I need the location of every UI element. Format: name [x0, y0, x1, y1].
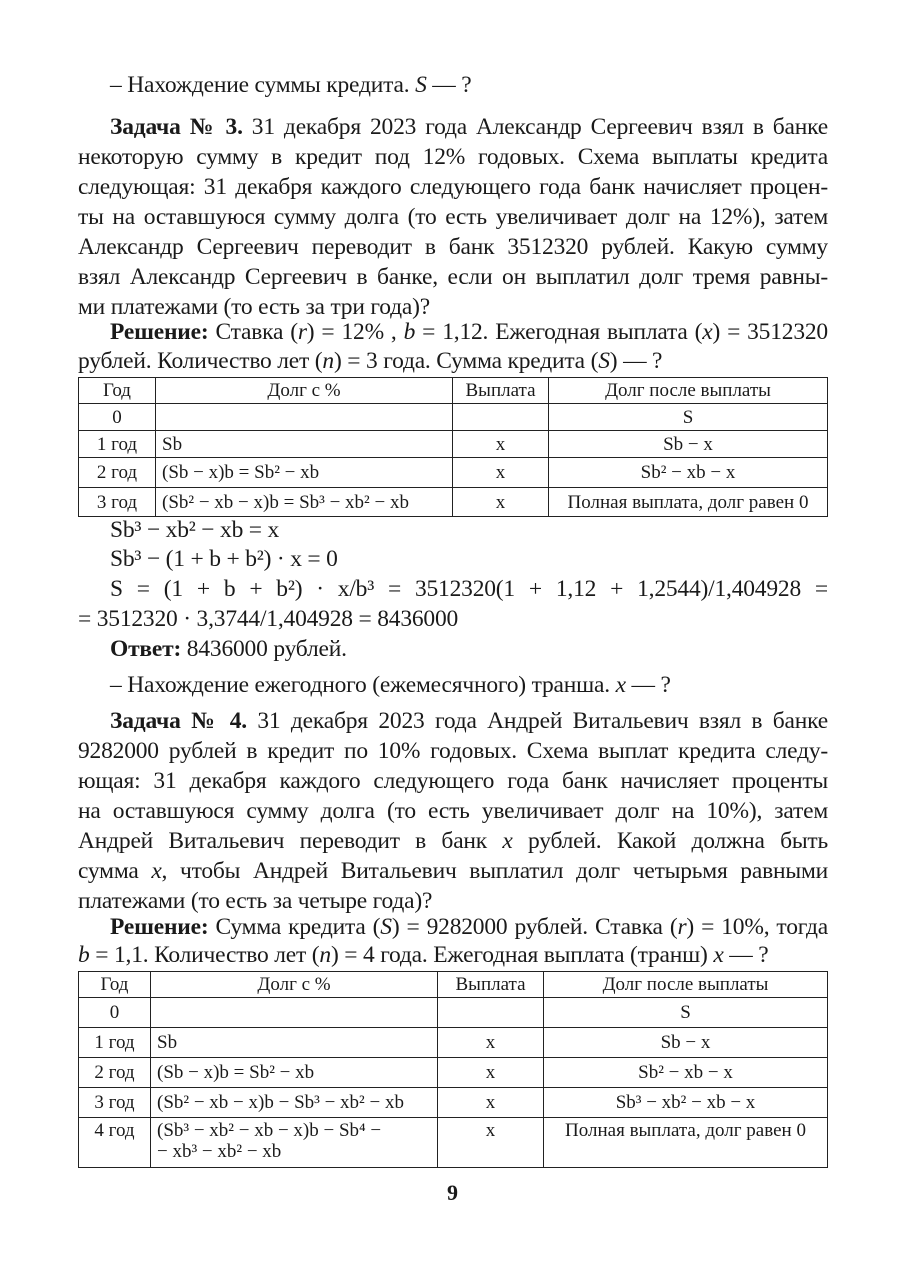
cell-payment: x [453, 458, 549, 488]
var-b: b [403, 319, 416, 345]
var-x: x [702, 319, 713, 345]
cell-payment: x [438, 1118, 544, 1168]
task3-line-0 [110, 112, 828, 142]
task3-line-6: ми платежами (то есть за три года)? [78, 294, 430, 320]
heading-text: – Нахождение ежегодного (ежемесячного) транша. [110, 672, 616, 698]
header-debt-after-payment: Долг после выплаты [549, 378, 828, 404]
table-row [79, 404, 828, 431]
cell-debt-pct [156, 404, 453, 431]
task4-line-3: на оставшуюся сумму долга (то есть увеличивает долг на 10%), затем [78, 798, 828, 824]
var-n: n [319, 942, 331, 968]
cell-payment: x [453, 488, 549, 517]
cell-payment [453, 404, 549, 431]
task3-payment-table [78, 377, 828, 517]
header-year: Год [79, 972, 151, 998]
cell-year: 2 год [79, 1058, 151, 1088]
task3-line-5: взял Александр Сергеевич в банке, если он выплатил долг тремя равны- [78, 264, 828, 290]
cell-after: S [544, 998, 828, 1028]
section-heading-tranche [110, 670, 828, 700]
text: ) = 10%, тогда [686, 914, 828, 940]
heading-suffix: — ? [625, 672, 671, 698]
task3-line-2: следующая: 31 декабря каждого следующего года банк начисляет процен- [78, 174, 828, 200]
text: рублей. Какой должна быть [512, 828, 829, 854]
task3-answer [110, 634, 828, 664]
task4-line-4 [78, 826, 828, 856]
task4-solution-line-2 [78, 940, 828, 970]
var-s: S [380, 914, 392, 940]
cell-year: 0 [79, 404, 156, 431]
task4-solution-line-1 [110, 912, 828, 942]
cell-payment [438, 998, 544, 1028]
task3-text: 31 декабря 2023 года Александр Сергеевич взял в банке [242, 114, 828, 140]
table-row [79, 998, 828, 1028]
cell-debt-pct [151, 998, 438, 1028]
var-x: x [151, 858, 162, 884]
header-debt-with-interest: Долг с % [151, 972, 438, 998]
solution-label: Решение: [110, 319, 209, 345]
heading-variable: S [415, 72, 427, 98]
table-row [79, 1118, 828, 1168]
cell-after: Sb² − xb − x [549, 458, 828, 488]
table-row [79, 1058, 828, 1088]
page-number: 9 [447, 1180, 458, 1205]
table-header-row [79, 378, 828, 404]
text: Сумма кредита ( [208, 914, 381, 940]
task3-line-4: Александр Сергеевич переводит в банк 3512320 рублей. Какую сумму [78, 234, 828, 260]
task4-label: Задача № 4. [110, 708, 247, 734]
cell-after: Полная выплата, долг равен 0 [544, 1118, 828, 1168]
var-b: b [78, 942, 90, 968]
task3-line-3: ты на оставшуюся сумму долга (то есть увеличивает долг на 12%), затем [78, 204, 828, 230]
task4-line-6: платежами (то есть за четыре года)? [78, 888, 433, 914]
heading-suffix: — ? [426, 72, 472, 98]
text: ) — ? [609, 348, 663, 374]
task4-line-0 [110, 706, 828, 736]
cell-debt-pct: Sb [151, 1028, 438, 1058]
table-header-row [79, 972, 828, 998]
cell-after: Sb³ − xb² − xb − x [544, 1088, 828, 1118]
equation-4: = 3512320 · 3,3744/1,404928 = 8436000 [78, 606, 459, 632]
var-r: r [297, 319, 307, 345]
cell-year: 3 год [79, 488, 156, 517]
text: ) = 3512320 [712, 319, 828, 345]
text: = 1,12. Ежегодная выплата ( [415, 319, 703, 345]
text: ) = 9282000 рублей. Ставка ( [391, 914, 678, 940]
cell-payment: x [438, 1028, 544, 1058]
cell-after: Полная выплата, долг равен 0 [549, 488, 828, 517]
header-debt-with-interest: Долг с % [156, 378, 453, 404]
task3-line-1: некоторую сумму в кредит под 12% годовых. Схема выплаты кредита [78, 144, 828, 170]
answer-label: Ответ: [110, 636, 182, 662]
task4-line-5 [78, 856, 828, 886]
table-row [79, 488, 828, 517]
cell-year: 3 год [79, 1088, 151, 1118]
task4-text: 31 декабря 2023 года Андрей Витальевич взял в банке [246, 708, 828, 734]
cell-year: 4 год [79, 1118, 151, 1168]
var-x: x [713, 942, 724, 968]
var-r: r [677, 914, 687, 940]
header-debt-after-payment: Долг после выплаты [544, 972, 828, 998]
text: = 1,1. Количество лет ( [89, 942, 320, 968]
cell-payment: x [438, 1088, 544, 1118]
table-row [79, 1088, 828, 1118]
task4-line-2: ющая: 31 декабря каждого следующего года банк начисляет проценты [78, 768, 828, 794]
header-year: Год [79, 378, 156, 404]
cell-debt-pct [151, 1118, 438, 1168]
task3-label: Задача № 3. [110, 114, 243, 140]
cell-debt-pct: (Sb − x)b = Sb² − xb [156, 458, 453, 488]
task4-payment-table [78, 971, 828, 1168]
header-payment: Выплата [453, 378, 549, 404]
equation-1: Sb³ − xb² − xb = x [110, 517, 280, 543]
var-s: S [598, 348, 610, 374]
header-payment: Выплата [438, 972, 544, 998]
cell-debt-pct: (Sb² − xb − x)b − Sb³ − xb² − xb [151, 1088, 438, 1118]
cell-debt-pct: Sb [156, 431, 453, 458]
cell-debt-pct: (Sb² − xb − x)b = Sb³ − xb² − xb [156, 488, 453, 517]
var-n: n [322, 348, 334, 374]
table-row [79, 458, 828, 488]
cell-payment: x [438, 1058, 544, 1088]
cell-year: 2 год [79, 458, 156, 488]
text: — ? [723, 942, 769, 968]
cell-year: 1 год [79, 1028, 151, 1058]
cell-after: Sb² − xb − x [544, 1058, 828, 1088]
cell-after: Sb − x [544, 1028, 828, 1058]
task3-solution-line-2 [78, 346, 828, 376]
text: ) = 4 года. Ежегодная выплата (транш) [330, 942, 714, 968]
section-heading-loan-sum [110, 70, 828, 100]
text: ) = 3 года. Сумма кредита ( [333, 348, 599, 374]
text: сумма [78, 858, 152, 884]
task3-solution-line-1 [110, 317, 828, 347]
text: рублей. Количество лет ( [78, 348, 323, 374]
cell-year: 0 [79, 998, 151, 1028]
cell-debt-pct-line-1: (Sb³ − xb² − xb − x)b − Sb⁴ − [157, 1120, 382, 1141]
cell-after: Sb − x [549, 431, 828, 458]
cell-debt-pct-line-2: − xb³ − xb² − xb [157, 1141, 282, 1162]
heading-text: – Нахождение суммы кредита. [110, 72, 416, 98]
heading-variable: x [615, 672, 626, 698]
cell-after: S [549, 404, 828, 431]
var-x: x [502, 828, 513, 854]
text: Ставка ( [208, 319, 298, 345]
equation-2: Sb³ − (1 + b + b²) · x = 0 [110, 546, 338, 572]
table-row [79, 431, 828, 458]
equation-3: S = (1 + b + b²) · x/b³ = 3512320(1 + 1,12 + 1,2544)/1,404928 = [110, 576, 828, 602]
solution-label: Решение: [110, 914, 209, 940]
answer-value: 8436000 рублей. [181, 636, 347, 662]
table-row [79, 1028, 828, 1058]
text: , чтобы Андрей Витальевич выплатил долг четырьмя равными [161, 858, 828, 884]
text: ) = 12% , [306, 319, 404, 345]
cell-payment: x [453, 431, 549, 458]
cell-year: 1 год [79, 431, 156, 458]
cell-debt-pct: (Sb − x)b = Sb² − xb [151, 1058, 438, 1088]
text: Андрей Витальевич переводит в банк [78, 828, 503, 854]
task4-line-1: 9282000 рублей в кредит по 10% годовых. Схема выплат кредита следу- [78, 738, 828, 764]
